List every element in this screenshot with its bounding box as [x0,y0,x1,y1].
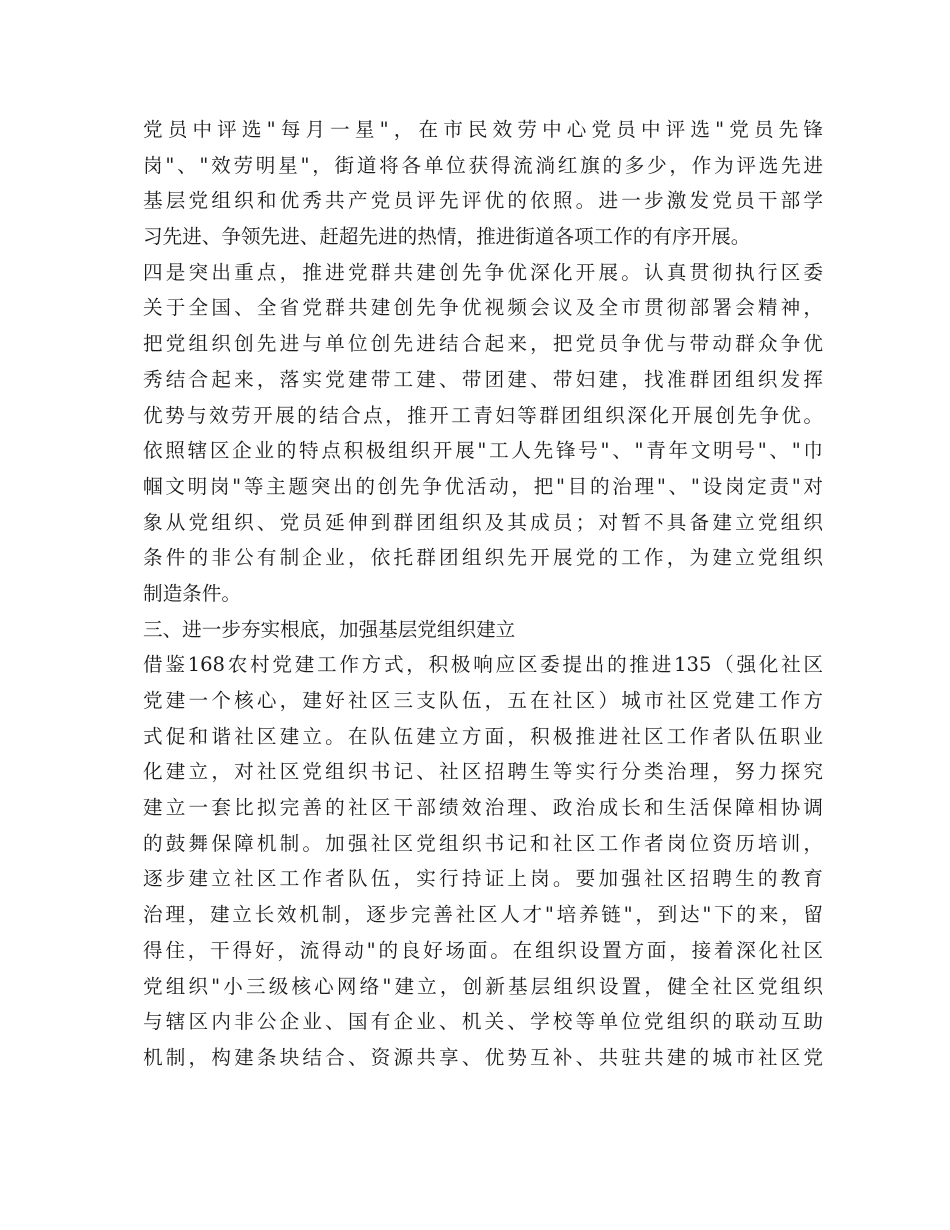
text-line: 依照辖区企业的特点积极组织开展"工人先锋号"、"青年文明号"、"巾 [143,439,823,463]
text-line: 的鼓舞保障机制。加强社区党组织书记和社区工作者岗位资历培训， [143,831,823,855]
text-line: 党建一个核心，建好社区三支队伍，五在社区）城市社区党建工作方 [143,689,823,712]
text-line: 借鉴168农村党建工作方式，积极响应区委提出的推进135（强化社区 [143,653,823,677]
text-line: 秀结合起来，落实党建带工建、带团建、带妇建，找准群团组织发挥 [143,367,823,391]
text-line: 优势与效劳开展的结合点，推开工青妇等群团组织深化开展创先争优。 [143,403,823,427]
text-line: 化建立，对社区党组织书记、社区招聘生等实行分类治理，努力探究 [143,760,823,784]
document-body [143,112,823,1076]
text-line: 三、进一步夯实根底，加强基层党组织建立 [143,617,516,641]
text-line: 关于全国、全省党群共建创先争优视频会议及全市贯彻部署会精神， [143,296,823,320]
text-line: 四是突出重点，推进党群共建创先争优深化开展。认真贯彻执行区委 [143,260,823,284]
text-line: 得住，干得好，流得动"的良好场面。在组织设置方面，接着深化社区 [143,938,823,962]
text-line: 制造条件。 [143,581,241,605]
text-line: 逐步建立社区工作者队伍，实行持证上岗。要加强社区招聘生的教育 [143,867,823,891]
text-line: 象从党组织、党员延伸到群团组织及其成员；对暂不具备建立党组织 [143,510,823,534]
text-line: 帼文明岗"等主题突出的创先争优活动，把"目的治理"、"设岗定责"对 [143,474,823,498]
text-line: 把党组织创先进与单位创先进结合起来，把党员争优与带动群众争优 [143,332,823,356]
text-line: 基层党组织和优秀共产党员评先评优的依照。进一步激发党员干部学 [143,189,823,213]
text-line: 党员中评选"每月一星"，在市民效劳中心党员中评选"党员先锋 [143,118,823,141]
text-line: 与辖区内非公企业、国有企业、机关、学校等单位党组织的联动互助 [143,1010,823,1034]
text-line: 岗"、"效劳明星"，街道将各单位获得流淌红旗的多少，作为评选先进 [143,153,823,177]
text-line: 式促和谐社区建立。在队伍建立方面，积极推进社区工作者队伍职业 [143,724,823,748]
text-line: 党组织"小三级核心网络"建立，创新基层组织设置，健全社区党组织 [143,974,823,998]
text-line: 机制，构建条块结合、资源共享、优势互补、共驻共建的城市社区党 [143,1045,823,1069]
text-line: 治理，建立长效机制，逐步完善社区人才"培养链"，到达"下的来，留 [143,903,823,927]
text-line: 建立一套比拟完善的社区干部绩效治理、政治成长和生活保障相协调 [143,796,823,820]
text-line: 习先进、争领先进、赶超先进的热情，推进街道各项工作的有序开展。 [143,225,751,249]
text-line: 条件的非公有制企业，依托群团组织先开展党的工作，为建立党组织 [143,546,823,570]
